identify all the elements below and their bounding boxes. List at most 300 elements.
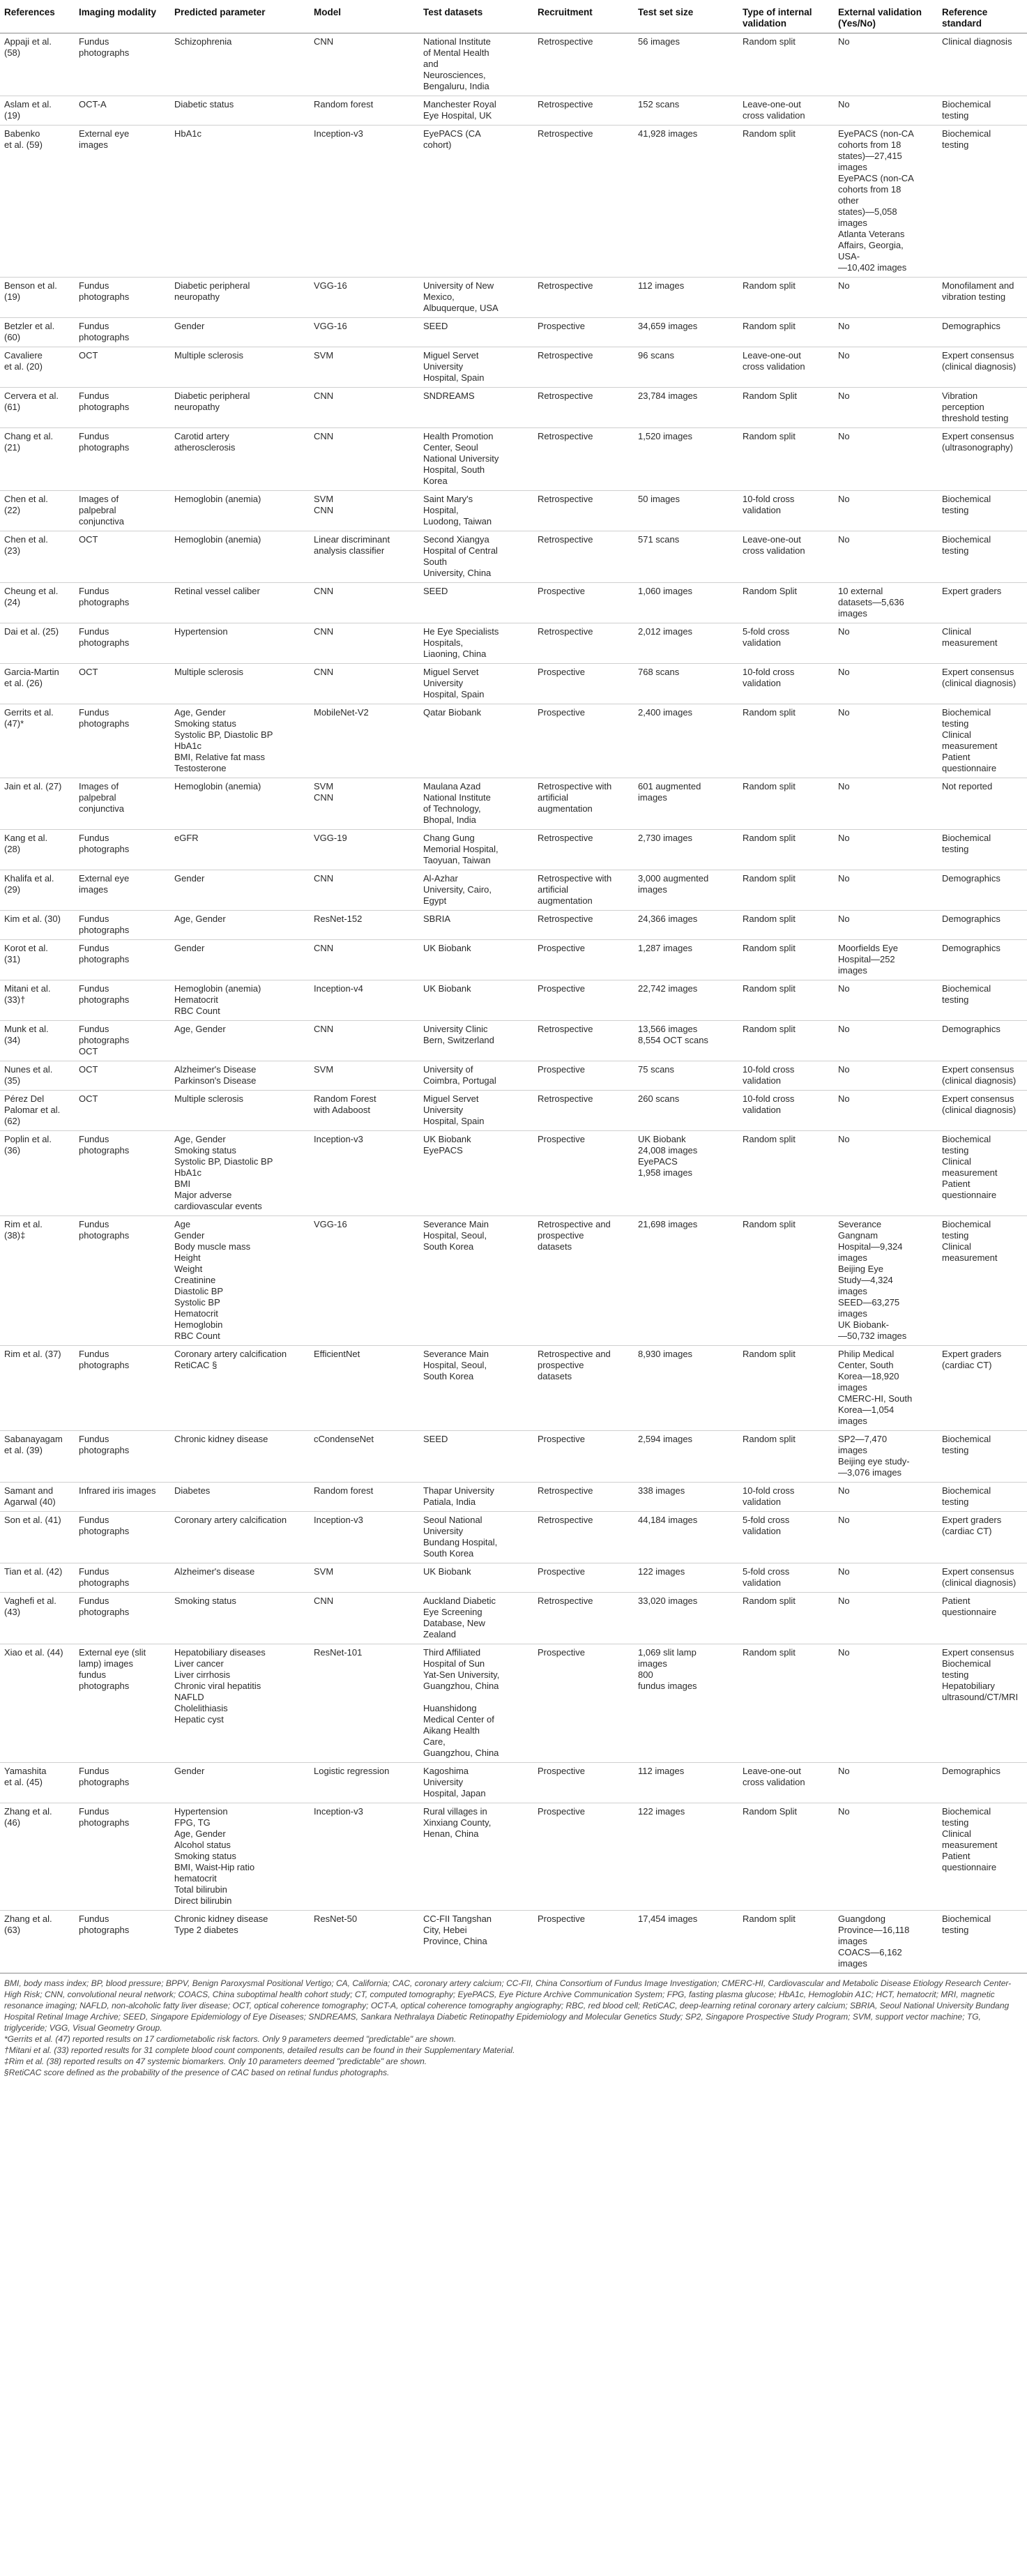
table-cell: 17,454 images [634,1911,738,1973]
table-cell: Fundus photographs [75,428,170,491]
table-cell: Fundus photographs [75,388,170,428]
table-cell: Biochemical testing [938,980,1027,1021]
table-cell: Smoking status [170,1593,310,1644]
table-cell: 10-fold cross validation [738,1091,834,1131]
table-cell: Jain et al. (27) [0,778,75,830]
table-cell: Cavaliere et al. (20) [0,347,75,388]
table-cell: CNN [310,1021,419,1061]
table-cell: 5-fold cross validation [738,623,834,664]
table-cell: Biochemical testing [938,531,1027,583]
table-cell: No [834,388,938,428]
table-cell: Random Split [738,583,834,623]
table-cell: Random split [738,870,834,911]
table-cell: Hepatobiliary diseases Liver cancer Liver cirrhosis Chronic viral hepatitis NAFLD Cholelithiasis Hepatic cyst [170,1644,310,1763]
table-cell: Nunes et al. (35) [0,1061,75,1091]
table-row [0,1911,1027,1973]
table-cell: Random split [738,428,834,491]
table-cell: Fundus photographs [75,980,170,1021]
table-cell: OCT [75,1061,170,1091]
table-cell: Expert graders (cardiac CT) [938,1346,1027,1431]
table-cell: 10 external datasets—5,636 images [834,583,938,623]
table-cell: CNN [310,870,419,911]
table-cell: 24,366 images [634,911,738,940]
table-row [0,1021,1027,1061]
table-cell: Severance Main Hospital, Seoul, South Korea [419,1346,533,1431]
table-cell: Chang Gung Memorial Hospital, Taoyuan, Taiwan [419,830,533,870]
table-cell: Gender [170,870,310,911]
table-cell: Expert consensus (clinical diagnosis) [938,347,1027,388]
table-cell: Munk et al. (34) [0,1021,75,1061]
studies-table [0,4,1027,1973]
table-cell: Multiple sclerosis [170,1091,310,1131]
table-cell: 13,566 images 8,554 OCT scans [634,1021,738,1061]
table-cell: No [834,1512,938,1563]
table-cell: Hemoglobin (anemia) Hematocrit RBC Count [170,980,310,1021]
table-cell: Multiple sclerosis [170,664,310,704]
table-row [0,1483,1027,1512]
table-cell: 122 images [634,1563,738,1593]
table-cell: Prospective [533,1563,634,1593]
table-cell: Fundus photographs [75,318,170,347]
table-cell: He Eye Specialists Hospitals, Liaoning, China [419,623,533,664]
table-cell: SEED [419,318,533,347]
table-row [0,1803,1027,1911]
table-cell: External eye (slit lamp) images fundus photographs [75,1644,170,1763]
table-cell: No [834,623,938,664]
table-cell: Biochemical testing Clinical measurement Patient questionnaire [938,1131,1027,1216]
table-cell: No [834,428,938,491]
table-cell: Schizophrenia [170,33,310,96]
table-cell: 10-fold cross validation [738,491,834,531]
table-cell: 571 scans [634,531,738,583]
table-cell: Prospective [533,1431,634,1483]
table-cell: 260 scans [634,1091,738,1131]
table-cell: Pérez Del Palomar et al. (62) [0,1091,75,1131]
table-cell: Biochemical testing Clinical measurement Patient questionnaire [938,704,1027,778]
table-cell: No [834,704,938,778]
table-cell: Clinical diagnosis [938,33,1027,96]
table-cell: Fundus photographs [75,583,170,623]
table-cell: Saint Mary's Hospital, Luodong, Taiwan [419,491,533,531]
table-cell: Retrospective [533,278,634,318]
table-cell: 41,928 images [634,126,738,278]
table-cell: Monofilament and vibration testing [938,278,1027,318]
table-cell: Prospective [533,1803,634,1911]
table-row [0,940,1027,980]
table-cell: Retrospective [533,491,634,531]
table-cell: Fundus photographs [75,1593,170,1644]
table-cell: 122 images [634,1803,738,1911]
table-cell: Carotid artery atherosclerosis [170,428,310,491]
footnote: §RetiCAC score defined as the probability of the presence of CAC based on retinal fundus photographs. [4,2068,390,2077]
table-cell: Prospective [533,664,634,704]
table-cell: Retrospective [533,531,634,583]
column-header: Type of internal validation [738,4,834,33]
table-cell: Patient questionnaire [938,1593,1027,1644]
table-cell: SVM [310,1563,419,1593]
table-row [0,1131,1027,1216]
table-cell: Retrospective [533,96,634,126]
table-cell: ResNet-101 [310,1644,419,1763]
table-cell: SVM CNN [310,778,419,830]
table-cell: Multiple sclerosis [170,347,310,388]
table-cell: No [834,980,938,1021]
table-cell: Fundus photographs [75,830,170,870]
table-cell: 5-fold cross validation [738,1563,834,1593]
table-cell: Kagoshima University Hospital, Japan [419,1763,533,1803]
table-cell: Prospective [533,583,634,623]
table-row [0,1644,1027,1763]
table-cell: No [834,1091,938,1131]
table-cell: Betzler et al. (60) [0,318,75,347]
table-cell: Biochemical testing [938,1431,1027,1483]
table-cell: 5-fold cross validation [738,1512,834,1563]
table-cell: 33,020 images [634,1593,738,1644]
table-cell: CNN [310,940,419,980]
table-cell: 2,400 images [634,704,738,778]
table-cell: CC-FII Tangshan City, Hebei Province, China [419,1911,533,1973]
table-cell: National Institute of Mental Health and Neurosciences, Bengaluru, India [419,33,533,96]
table-cell: CNN [310,1593,419,1644]
table-cell: No [834,1563,938,1593]
table-row [0,96,1027,126]
table-cell: Diabetic peripheral neuropathy [170,278,310,318]
table-cell: Miguel Servet University Hospital, Spain [419,1091,533,1131]
footnote: BMI, body mass index; BP, blood pressure; BPPV, Benign Paroxysmal Positional Vertigo; CA, California; CAC, coronary artery calcium; CC-FII, China Consortium of Fundus Image Investigation; CMERC-HI, Cardiovascular and Metabolic Disease Etiology Research Center-High Risk; CNN, convolutional neural network; COACS, China suboptimal health cohort study; CT, computed tomography; EyePACS, Eye Picture Archive Communication System; FPG, fasting plasma glucose; HbA1c, Hemoglobin A1C; HCT, hematocrit; MRI, magnetic resonance imaging; NAFLD, non-alcoholic fatty liver disease; OCT, optical coherence tomography; OCT-A, optical coherence tomography angiography; RBC, red blood cell; RetiCAC, deep-learning retinal coronary artery calcium; SBRIA, Seoul National University Bundang Hospital Retinal Image Archive; SEED, Singapore Epidemiology of Eye Diseases; SNDREAMS, Sankara Nethralaya Diabetic Retinopathy Epidemiology and Molecular Genetics Study; SP2, Singapore Prospective Study Program; SVM, support vector machine; TG, triglyceride; VGG, Visual Geometry Group. [4,1978,1012,2033]
table-cell: CNN [310,623,419,664]
table-cell: Poplin et al. (36) [0,1131,75,1216]
table-cell: Fundus photographs [75,623,170,664]
table-cell: Hemoglobin (anemia) [170,778,310,830]
table-cell: Biochemical testing [938,830,1027,870]
table-cell: Fundus photographs [75,1563,170,1593]
table-cell: Prospective [533,1131,634,1216]
table-cell: Age, Gender Smoking status Systolic BP, Diastolic BP HbA1c BMI, Relative fat mass Testosterone [170,704,310,778]
table-cell: 1,520 images [634,428,738,491]
table-cell: Rim et al. (38)‡ [0,1216,75,1346]
table-cell: Coronary artery calcification RetiCAC § [170,1346,310,1431]
table-cell: Chen et al. (23) [0,531,75,583]
table-cell: UK Biobank [419,980,533,1021]
table-cell: 56 images [634,33,738,96]
table-cell: Severance Main Hospital, Seoul, South Korea [419,1216,533,1346]
table-row [0,830,1027,870]
column-header: Reference standard [938,4,1027,33]
table-cell: 768 scans [634,664,738,704]
table-cell: Random split [738,830,834,870]
table-cell: Random split [738,1021,834,1061]
table-row [0,664,1027,704]
table-cell: CNN [310,33,419,96]
footnote: †Mitani et al. (33) reported results for 31 complete blood count components, detailed results can be found in their Supplementary Material. [4,2045,515,2055]
table-cell: Random split [738,278,834,318]
table-cell: SNDREAMS [419,388,533,428]
table-cell: Miguel Servet University Hospital, Spain [419,664,533,704]
table-cell: Thapar University Patiala, India [419,1483,533,1512]
table-cell: UK Biobank [419,940,533,980]
table-cell: Korot et al. (31) [0,940,75,980]
table-cell: Prospective [533,704,634,778]
table-cell: Inception-v4 [310,980,419,1021]
table-cell: Guangdong Province—16,118 images COACS—6,162 images [834,1911,938,1973]
table-cell: Gender [170,940,310,980]
table-cell: 152 scans [634,96,738,126]
table-cell: SVM [310,1061,419,1091]
table-cell: Inception-v3 [310,126,419,278]
table-cell: Demographics [938,1763,1027,1803]
table-cell: Zhang et al. (63) [0,1911,75,1973]
table-cell: Demographics [938,870,1027,911]
table-cell: Random Split [738,1803,834,1911]
table-cell: Fundus photographs [75,704,170,778]
table-footnotes [0,1973,1027,2078]
table-row [0,980,1027,1021]
table-cell: Demographics [938,911,1027,940]
table-cell: Random Forest with Adaboost [310,1091,419,1131]
table-cell: 1,287 images [634,940,738,980]
table-cell: No [834,1061,938,1091]
table-cell: Infrared iris images [75,1483,170,1512]
table-cell: VGG-19 [310,830,419,870]
table-cell: Random split [738,1911,834,1973]
table-cell: Qatar Biobank [419,704,533,778]
table-cell: 2,012 images [634,623,738,664]
table-cell: External eye images [75,126,170,278]
table-cell: Vaghefi et al. (43) [0,1593,75,1644]
table-cell: Kim et al. (30) [0,911,75,940]
table-cell: SP2—7,470 images Beijing eye study- —3,076 images [834,1431,938,1483]
table-cell: Leave-one-out cross validation [738,531,834,583]
table-cell: Fundus photographs OCT [75,1021,170,1061]
table-cell: Retrospective [533,1091,634,1131]
table-cell: Kang et al. (28) [0,830,75,870]
table-row [0,388,1027,428]
table-cell: No [834,870,938,911]
table-cell: Prospective [533,1061,634,1091]
table-row [0,1763,1027,1803]
table-row [0,278,1027,318]
table-cell: UK Biobank 24,008 images EyePACS 1,958 images [634,1131,738,1216]
table-cell: SBRIA [419,911,533,940]
table-cell: Retrospective [533,126,634,278]
table-cell: Random split [738,911,834,940]
table-cell: Retrospective [533,623,634,664]
table-cell: Random split [738,1216,834,1346]
table-cell: Biochemical testing [938,1911,1027,1973]
table-cell: Fundus photographs [75,1431,170,1483]
table-row [0,1512,1027,1563]
table-cell: 96 scans [634,347,738,388]
table-cell: Gender [170,1763,310,1803]
table-cell: University of Coimbra, Portugal [419,1061,533,1091]
table-row [0,428,1027,491]
table-cell: Retrospective with artificial augmentation [533,870,634,911]
table-cell: Gender [170,318,310,347]
table-cell: CNN [310,428,419,491]
table-cell: Miguel Servet University Hospital, Spain [419,347,533,388]
table-cell: Manchester Royal Eye Hospital, UK [419,96,533,126]
table-cell: Expert consensus (clinical diagnosis) [938,1091,1027,1131]
table-cell: Inception-v3 [310,1131,419,1216]
table-cell: Biochemical testing [938,1483,1027,1512]
table-cell: Biochemical testing Clinical measurement [938,1216,1027,1346]
table-cell: No [834,778,938,830]
table-cell: No [834,664,938,704]
table-cell: Zhang et al. (46) [0,1803,75,1911]
table-cell: Expert graders (cardiac CT) [938,1512,1027,1563]
table-cell: No [834,1593,938,1644]
table-cell: Retrospective [533,1512,634,1563]
table-cell: Fundus photographs [75,33,170,96]
table-cell: Hemoglobin (anemia) [170,491,310,531]
table-cell: Biochemical testing [938,491,1027,531]
table-cell: Chronic kidney disease Type 2 diabetes [170,1911,310,1973]
table-cell: Hemoglobin (anemia) [170,531,310,583]
table-cell: 338 images [634,1483,738,1512]
table-cell: Prospective [533,318,634,347]
table-cell: Fundus photographs [75,1911,170,1973]
table-row [0,1431,1027,1483]
table-cell: 23,784 images [634,388,738,428]
table-cell: EfficientNet [310,1346,419,1431]
table-cell: Diabetic peripheral neuropathy [170,388,310,428]
table-cell: 22,742 images [634,980,738,1021]
table-cell: Fundus photographs [75,1216,170,1346]
table-cell: Random forest [310,96,419,126]
table-cell: 50 images [634,491,738,531]
table-cell: Retinal vessel caliber [170,583,310,623]
table-cell: CNN [310,583,419,623]
table-cell: Rim et al. (37) [0,1346,75,1431]
table-cell: 112 images [634,278,738,318]
table-cell: Fundus photographs [75,278,170,318]
table-cell: No [834,1644,938,1763]
table-cell: Random split [738,126,834,278]
table-cell: Retrospective [533,33,634,96]
table-cell: OCT [75,347,170,388]
table-cell: ResNet-50 [310,1911,419,1973]
table-cell: Al-Azhar University, Cairo, Egypt [419,870,533,911]
table-row [0,33,1027,96]
table-cell: Xiao et al. (44) [0,1644,75,1763]
column-header: Recruitment [533,4,634,33]
table-cell: Auckland Diabetic Eye Screening Database, New Zealand [419,1593,533,1644]
table-cell: 2,730 images [634,830,738,870]
table-cell: Random split [738,704,834,778]
table-cell: Dai et al. (25) [0,623,75,664]
table-cell: Not reported [938,778,1027,830]
table-cell: UK Biobank [419,1563,533,1593]
table-cell: Cheung et al. (24) [0,583,75,623]
column-header: Test datasets [419,4,533,33]
table-cell: Seoul National University Bundang Hospital, South Korea [419,1512,533,1563]
table-cell: Leave-one-out cross validation [738,96,834,126]
table-cell: Cervera et al. (61) [0,388,75,428]
table-cell: Retrospective [533,830,634,870]
table-cell: Prospective [533,1763,634,1803]
table-cell: SEED [419,1431,533,1483]
table-row [0,1563,1027,1593]
table-cell: Random split [738,1431,834,1483]
table-header [0,4,1027,33]
table-cell: OCT-A [75,96,170,126]
table-cell: 34,659 images [634,318,738,347]
table-cell: No [834,1021,938,1061]
table-cell: Age, Gender [170,911,310,940]
table-cell: Diabetes [170,1483,310,1512]
table-cell: Retrospective [533,428,634,491]
table-cell: Random split [738,318,834,347]
table-cell: cCondenseNet [310,1431,419,1483]
table-cell: Third Affiliated Hospital of Sun Yat-Sen University, Guangzhou, China Huanshidong Medical Center of Aikang Health Care, Guangzhou, China [419,1644,533,1763]
table-cell: No [834,1803,938,1911]
table-cell: Expert consensus (ultrasonography) [938,428,1027,491]
table-cell: Expert consensus (clinical diagnosis) [938,1061,1027,1091]
table-cell: Random split [738,33,834,96]
footnote: *Gerrits et al. (47) reported results on 17 cardiometabolic risk factors. Only 9 parameters deemed "predictable" are shown. [4,2034,457,2044]
table-cell: Demographics [938,318,1027,347]
table-cell: Fundus photographs [75,1763,170,1803]
table-row [0,1091,1027,1131]
table-row [0,583,1027,623]
table-cell: Leave-one-out cross validation [738,1763,834,1803]
table-row [0,347,1027,388]
table-cell: Prospective [533,1911,634,1973]
table-cell: No [834,911,938,940]
table-cell: Son et al. (41) [0,1512,75,1563]
table-cell: Retrospective [533,911,634,940]
column-header: Imaging modality [75,4,170,33]
table-cell: Chang et al. (21) [0,428,75,491]
table-cell: Fundus photographs [75,1346,170,1431]
table-cell: Logistic regression [310,1763,419,1803]
table-cell: Fundus photographs [75,1131,170,1216]
column-header: External validation (Yes/No) [834,4,938,33]
table-cell: Khalifa et al. (29) [0,870,75,911]
table-cell: 44,184 images [634,1512,738,1563]
table-cell: UK Biobank EyePACS [419,1131,533,1216]
table-cell: 1,069 slit lamp images 800 fundus images [634,1644,738,1763]
table-cell: Severance Gangnam Hospital—9,324 images Beijing Eye Study—4,324 images SEED—63,275 images UK Biobank- —50,732 images [834,1216,938,1346]
table-cell: Random forest [310,1483,419,1512]
table-cell: 1,060 images [634,583,738,623]
table-cell: Clinical measurement [938,623,1027,664]
table-cell: Vibration perception threshold testing [938,388,1027,428]
table-cell: Linear discriminant analysis classifier [310,531,419,583]
table-cell: HbA1c [170,126,310,278]
table-cell: Fundus photographs [75,1803,170,1911]
footnote: ‡Rim et al. (38) reported results on 47 systemic biomarkers. Only 10 parameters deemed "predictable" are shown. [4,2056,427,2066]
table-cell: Retrospective with artificial augmentation [533,778,634,830]
table-cell: Diabetic status [170,96,310,126]
table-cell: 75 scans [634,1061,738,1091]
table-cell: 112 images [634,1763,738,1803]
table-cell: Chen et al. (22) [0,491,75,531]
header-row [0,4,1027,33]
table-cell: Prospective [533,940,634,980]
table-row [0,126,1027,278]
table-cell: Retrospective [533,1021,634,1061]
table-row [0,1346,1027,1431]
table-cell: Hypertension FPG, TG Age, Gender Alcohol status Smoking status BMI, Waist-Hip ratio hematocrit Total bilirubin Direct bilirubin [170,1803,310,1911]
table-cell: 2,594 images [634,1431,738,1483]
table-cell: Prospective [533,1644,634,1763]
table-row [0,870,1027,911]
table-cell: CNN [310,388,419,428]
table-cell: No [834,531,938,583]
table-cell: OCT [75,531,170,583]
table-cell: Random split [738,980,834,1021]
